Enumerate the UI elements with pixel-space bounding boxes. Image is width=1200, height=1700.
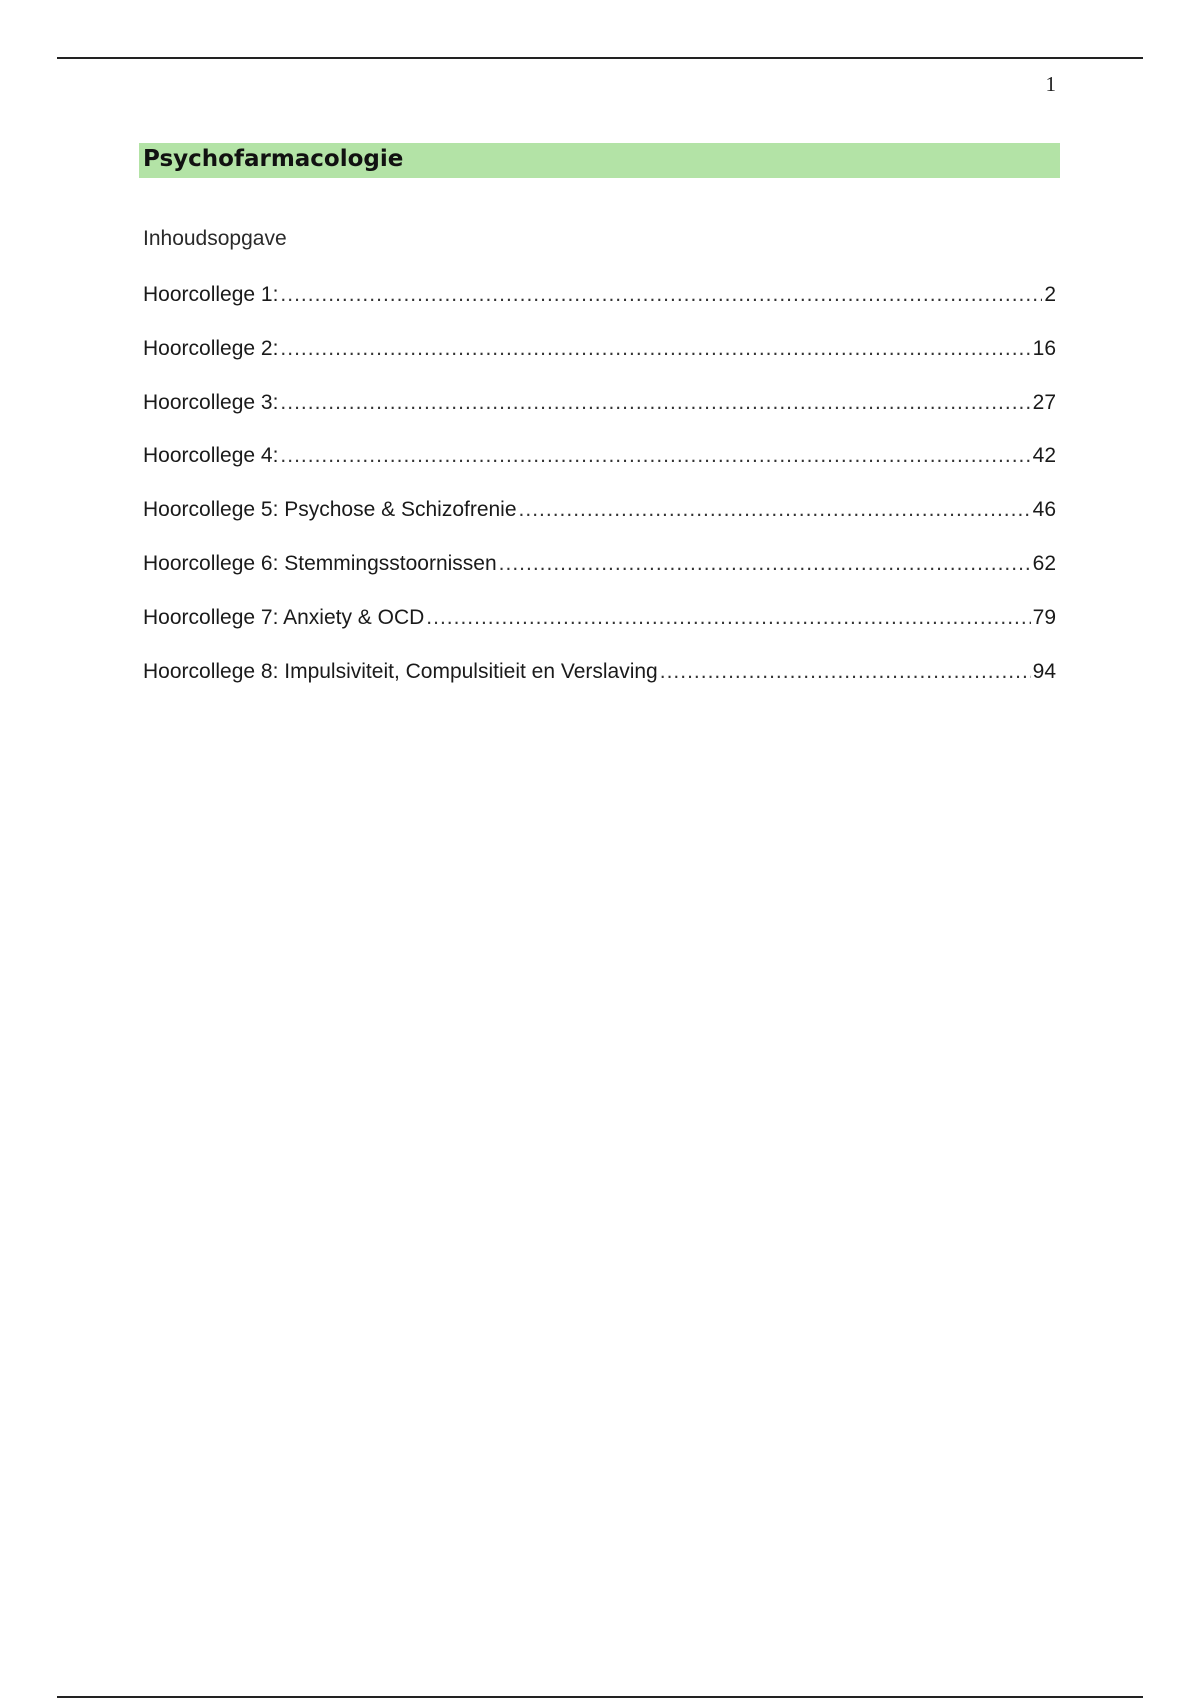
header-rule [57, 57, 1143, 59]
toc-entry-label: Hoorcollege 2: [143, 336, 279, 360]
toc-dot-leader [280, 391, 1030, 415]
toc-entry-label: Hoorcollege 1: [143, 283, 279, 306]
page-number: 1 [1045, 72, 1056, 96]
footer-rule [57, 1696, 1143, 1698]
toc-dot-leader [280, 283, 1042, 307]
toc-entry-page: 79 [1032, 605, 1056, 629]
document-title-band [139, 143, 1060, 178]
toc-entry-7[interactable] [143, 606, 1056, 660]
toc-dot-leader [280, 337, 1030, 361]
toc-entry-1[interactable] [143, 283, 1056, 337]
toc-dot-leader [426, 606, 1030, 630]
toc-entry-page: 27 [1032, 390, 1056, 414]
toc-entry-label: Hoorcollege 6: Stemmingsstoornissen [143, 551, 497, 575]
toc-entry-page: 46 [1032, 498, 1056, 522]
toc-entry-5[interactable] [143, 498, 1056, 552]
table-of-contents [143, 283, 1056, 713]
toc-entry-label: Hoorcollege 7: Anxiety & OCD [143, 605, 425, 629]
document-title: Psychofarmacologie [143, 146, 404, 172]
toc-entry-label: Hoorcollege 4: [143, 444, 279, 468]
toc-entry-page: 42 [1032, 444, 1056, 468]
toc-dot-leader [499, 552, 1031, 576]
toc-entry-6[interactable] [143, 552, 1056, 606]
toc-entry-page: 16 [1032, 336, 1056, 360]
toc-entry-label: Hoorcollege 3: [143, 390, 279, 414]
toc-dot-leader [280, 444, 1030, 468]
toc-entry-page: 62 [1032, 551, 1056, 575]
toc-dot-leader [660, 660, 1031, 684]
toc-entry-2[interactable] [143, 337, 1056, 391]
toc-entry-label: Hoorcollege 8: Impulsiviteit, Compulsitieit en Verslaving [143, 659, 658, 683]
toc-entry-page: 94 [1032, 659, 1056, 683]
toc-dot-leader [519, 498, 1031, 522]
toc-heading: Inhoudsopgave [143, 227, 287, 250]
toc-entry-4[interactable] [143, 444, 1056, 498]
toc-entry-page: 2 [1044, 283, 1056, 306]
toc-entry-3[interactable] [143, 391, 1056, 445]
toc-entry-label: Hoorcollege 5: Psychose & Schizofrenie [143, 498, 517, 522]
toc-entry-8[interactable] [143, 660, 1056, 714]
